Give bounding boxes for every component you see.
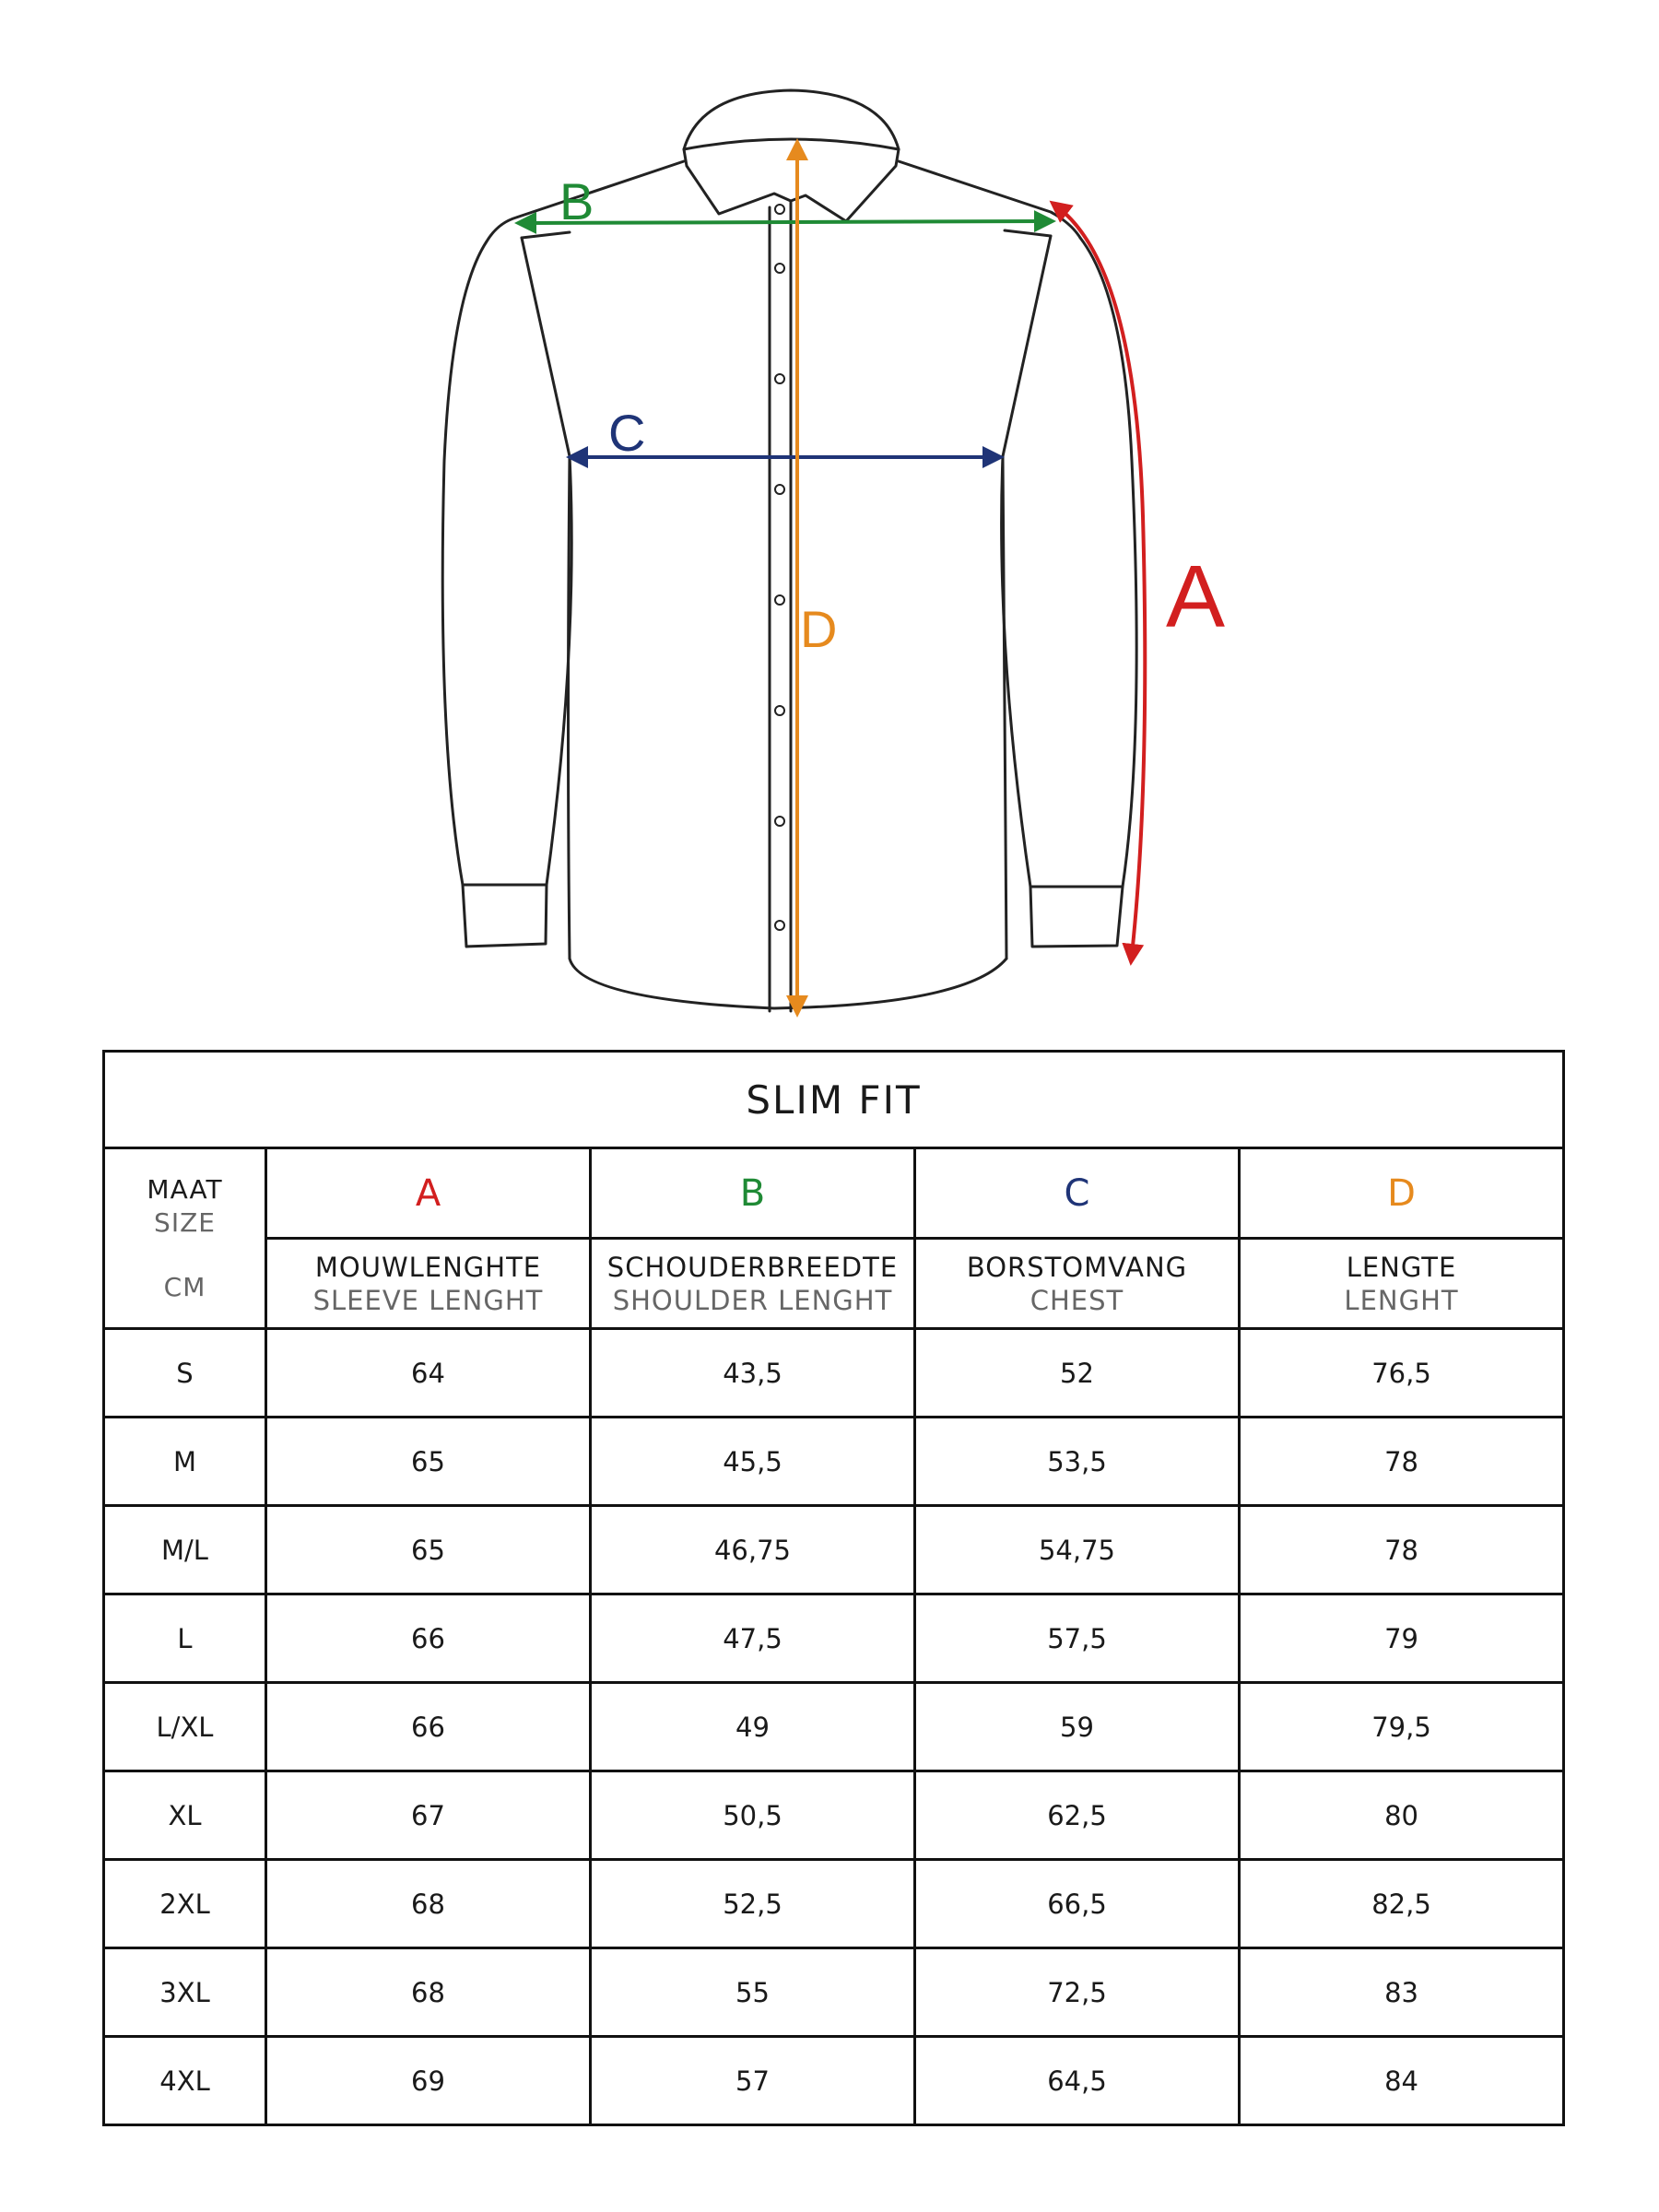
column-desc-c xyxy=(915,1239,1240,1329)
value-cell-c: 54,75 xyxy=(915,1506,1240,1594)
size-table-container xyxy=(102,1050,1562,2126)
size-header xyxy=(104,1148,266,1329)
value-cell-b: 50,5 xyxy=(591,1771,915,1860)
size-cell: L xyxy=(104,1594,266,1683)
button-dot xyxy=(775,817,784,826)
value-cell-d: 84 xyxy=(1240,2037,1564,2125)
value-cell-a: 66 xyxy=(266,1683,591,1771)
value-cell-c: 64,5 xyxy=(915,2037,1240,2125)
measure-b-arrow xyxy=(525,221,1045,223)
column-desc-en: SLEEVE LENGHT xyxy=(312,1284,544,1316)
button-dot xyxy=(775,205,784,214)
value-cell-d: 82,5 xyxy=(1240,1860,1564,1948)
value-cell-c: 59 xyxy=(915,1683,1240,1771)
measure-a-label: A xyxy=(1166,547,1226,646)
value-cell-b: 45,5 xyxy=(591,1418,915,1506)
value-cell-c: 72,5 xyxy=(915,1948,1240,2037)
table-row xyxy=(104,1948,1564,2037)
size-cell: M/L xyxy=(104,1506,266,1594)
measure-d-label: D xyxy=(800,600,838,658)
table-title: SLIM FIT xyxy=(104,1052,1564,1148)
value-cell-c: 52 xyxy=(915,1329,1240,1418)
shirt-outline xyxy=(442,90,1136,1011)
table-row xyxy=(104,1506,1564,1594)
value-cell-b: 46,75 xyxy=(591,1506,915,1594)
button-dot xyxy=(775,374,784,383)
value-cell-d: 78 xyxy=(1240,1418,1564,1506)
column-desc-b xyxy=(591,1239,915,1329)
value-cell-c: 53,5 xyxy=(915,1418,1240,1506)
table-row xyxy=(104,1594,1564,1683)
value-cell-b: 52,5 xyxy=(591,1860,915,1948)
value-cell-c: 62,5 xyxy=(915,1771,1240,1860)
value-cell-a: 67 xyxy=(266,1771,591,1860)
shirt-diagram xyxy=(0,0,1659,1032)
column-letter-c: C xyxy=(915,1148,1240,1239)
size-rows xyxy=(104,1329,1564,2125)
size-header-unit: CM xyxy=(163,1271,206,1302)
size-cell: M xyxy=(104,1418,266,1506)
size-cell: L/XL xyxy=(104,1683,266,1771)
size-cell: 2XL xyxy=(104,1860,266,1948)
column-letter-d: D xyxy=(1240,1148,1564,1239)
measure-c-label: C xyxy=(608,404,646,462)
buttons xyxy=(775,205,784,930)
value-cell-b: 43,5 xyxy=(591,1329,915,1418)
size-cell: 4XL xyxy=(104,2037,266,2125)
button-dot xyxy=(775,921,784,930)
value-cell-d: 79 xyxy=(1240,1594,1564,1683)
column-desc-en: SHOULDER LENGHT xyxy=(612,1284,893,1316)
measure-b-label: B xyxy=(559,172,594,230)
value-cell-d: 76,5 xyxy=(1240,1329,1564,1418)
button-dot xyxy=(775,485,784,494)
value-cell-b: 57 xyxy=(591,2037,915,2125)
column-desc-d xyxy=(1240,1239,1564,1329)
value-cell-b: 49 xyxy=(591,1683,915,1771)
size-cell: XL xyxy=(104,1771,266,1860)
size-header-nl: MAAT xyxy=(147,1173,223,1205)
value-cell-b: 47,5 xyxy=(591,1594,915,1683)
value-cell-a: 66 xyxy=(266,1594,591,1683)
table-row xyxy=(104,1329,1564,1418)
column-desc-nl: LENGTE xyxy=(1346,1251,1457,1283)
column-letter-b: B xyxy=(591,1148,915,1239)
column-desc-en: CHEST xyxy=(1030,1284,1124,1316)
column-desc-nl: BORSTOMVANG xyxy=(966,1251,1188,1283)
value-cell-d: 79,5 xyxy=(1240,1683,1564,1771)
size-header-en: SIZE xyxy=(154,1206,216,1238)
column-desc-a xyxy=(266,1239,591,1329)
column-desc-nl: MOUWLENGHTE xyxy=(314,1251,542,1283)
value-cell-c: 57,5 xyxy=(915,1594,1240,1683)
column-desc-en: LENGHT xyxy=(1344,1284,1459,1316)
value-cell-c: 66,5 xyxy=(915,1860,1240,1948)
size-table xyxy=(102,1050,1565,2126)
value-cell-a: 65 xyxy=(266,1418,591,1506)
table-row xyxy=(104,1860,1564,1948)
value-cell-d: 80 xyxy=(1240,1771,1564,1860)
value-cell-a: 64 xyxy=(266,1329,591,1418)
size-cell: 3XL xyxy=(104,1948,266,2037)
table-row xyxy=(104,1683,1564,1771)
value-cell-a: 68 xyxy=(266,1948,591,2037)
measure-a-arrow xyxy=(1058,207,1145,955)
column-letter-a: A xyxy=(266,1148,591,1239)
value-cell-d: 83 xyxy=(1240,1948,1564,2037)
column-desc-nl: SCHOUDERBREEDTE xyxy=(606,1251,899,1283)
table-row xyxy=(104,1418,1564,1506)
button-dot xyxy=(775,264,784,273)
table-row xyxy=(104,2037,1564,2125)
button-dot xyxy=(775,706,784,715)
value-cell-a: 68 xyxy=(266,1860,591,1948)
value-cell-d: 78 xyxy=(1240,1506,1564,1594)
value-cell-a: 65 xyxy=(266,1506,591,1594)
table-row xyxy=(104,1771,1564,1860)
size-cell: S xyxy=(104,1329,266,1418)
button-dot xyxy=(775,595,784,605)
value-cell-b: 55 xyxy=(591,1948,915,2037)
value-cell-a: 69 xyxy=(266,2037,591,2125)
